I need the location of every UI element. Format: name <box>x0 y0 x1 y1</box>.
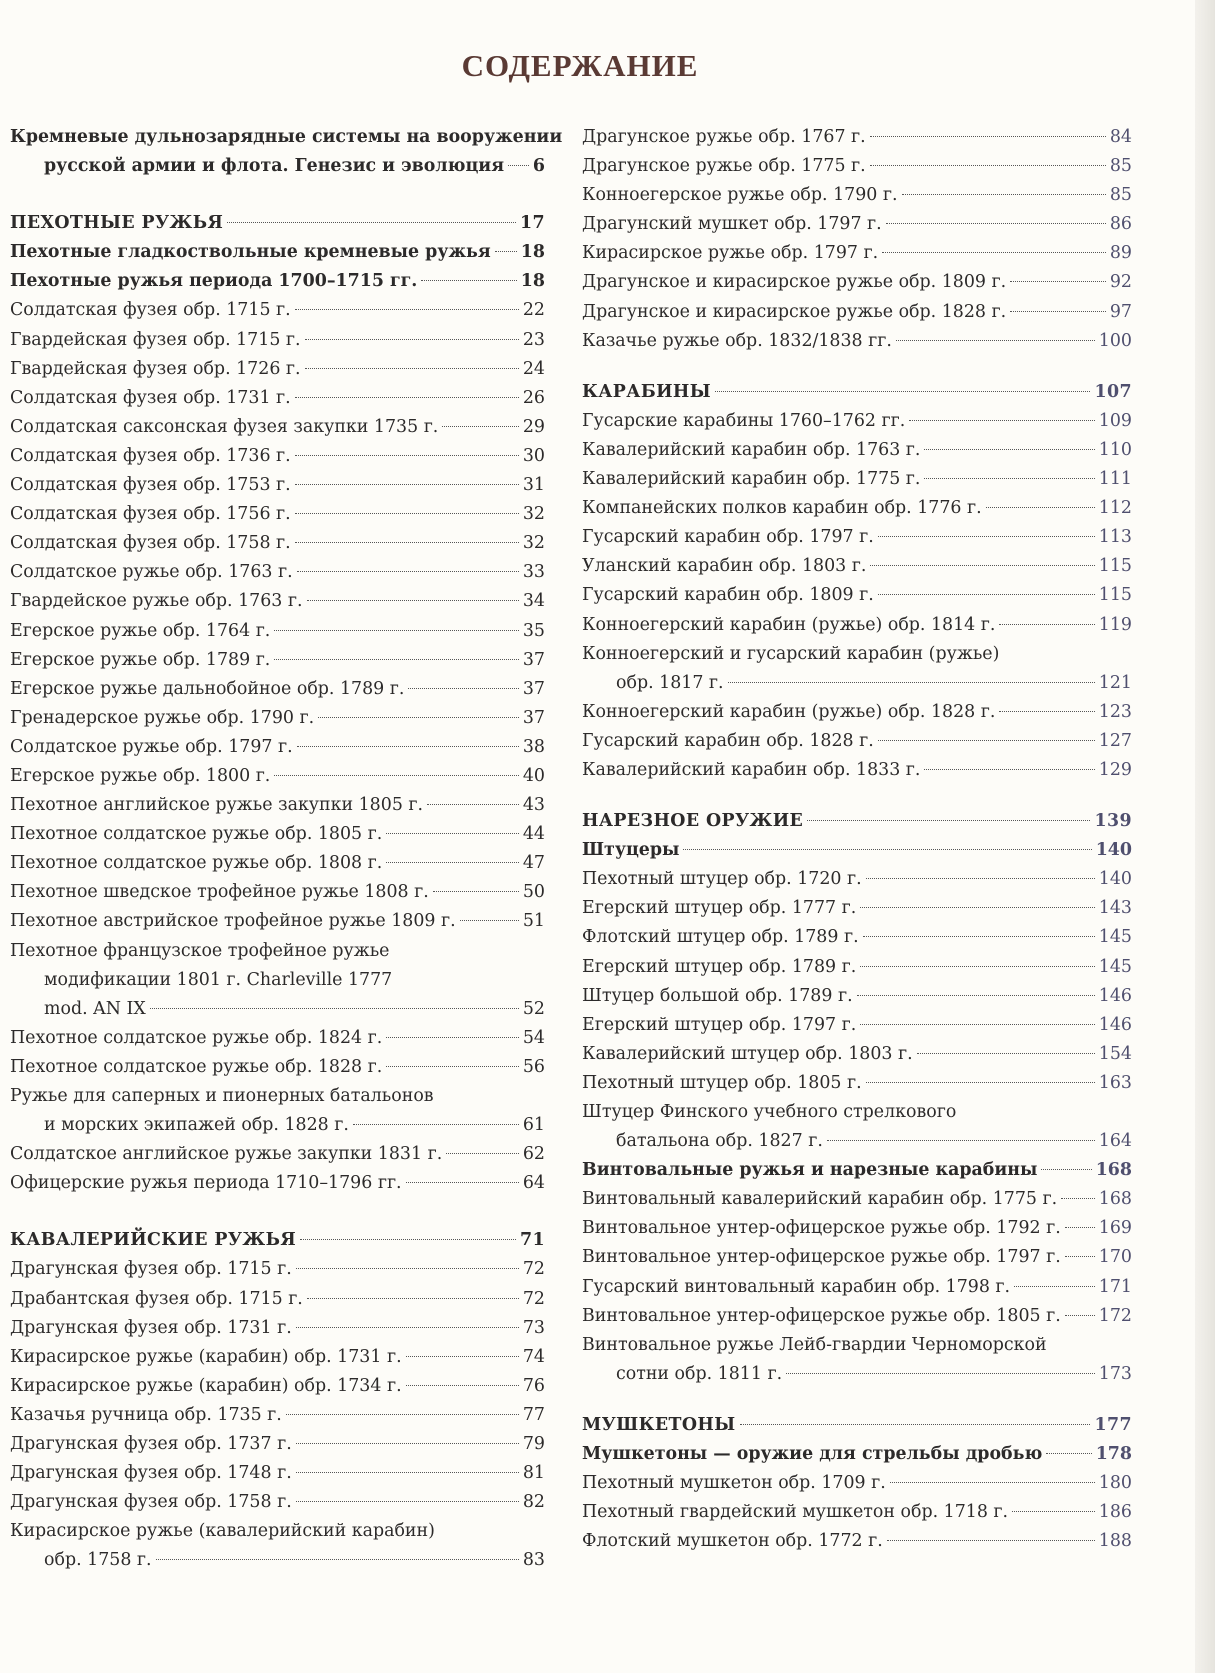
entry-title: Солдатская фузея обр. 1731 г. <box>10 387 291 408</box>
toc-entry[interactable] <box>582 894 1132 923</box>
toc-entry[interactable] <box>582 1069 1132 1098</box>
sapper-line-1: Ружье для саперных и пионерных батальонов <box>10 1086 434 1106</box>
toc-entry[interactable] <box>10 675 545 704</box>
entry-page: 115 <box>1098 585 1132 606</box>
toc-entry[interactable] <box>10 1140 545 1169</box>
subsection-shtutsery[interactable]: Штуцеры 140 <box>582 840 1132 861</box>
entry-title: Флотский штуцер обр. 1789 г. <box>582 927 859 948</box>
entry-page: 123 <box>1098 701 1132 722</box>
toc-entry[interactable] <box>10 384 545 413</box>
toc-entry[interactable] <box>582 1498 1132 1527</box>
toc-entry[interactable] <box>582 268 1132 297</box>
toc-entry[interactable] <box>582 1302 1132 1331</box>
toc-entry[interactable] <box>582 581 1132 610</box>
entry-title: Кавалерийский карабин обр. 1775 г. <box>582 469 921 490</box>
entry-page: 50 <box>522 882 545 903</box>
entry-page: 168 <box>1098 1189 1132 1210</box>
entry-page: 32 <box>522 504 545 525</box>
entry-title: Уланский карабин обр. 1803 г. <box>582 556 867 577</box>
toc-entry[interactable] <box>582 727 1132 756</box>
entry-page: 62 <box>522 1144 545 1165</box>
subsection-vintoval[interactable]: Винтовальные ружья и нарезные карабины 168 <box>582 1160 1132 1181</box>
section-carbines[interactable]: КАРАБИНЫ 107 <box>582 381 1132 402</box>
entry-title: Гвардейское ружье обр. 1763 г. <box>10 591 303 612</box>
entry-page: 85 <box>1109 156 1132 177</box>
entry-page: 119 <box>1098 614 1132 635</box>
entry-title: Драгунская фузея обр. 1737 г. <box>10 1434 292 1455</box>
toc-entry-horse-1817[interactable]: обр. 1817 г. 121 <box>616 672 1132 693</box>
entry-page: 40 <box>522 765 545 786</box>
section-infantry[interactable]: ПЕХОТНЫЕ РУЖЬЯ 17 <box>10 213 545 234</box>
toc-entry-sapper[interactable]: и морских экипажей обр. 1828 г. 61 <box>44 1115 545 1136</box>
entry-page: 30 <box>522 445 545 466</box>
toc-entry[interactable] <box>10 791 545 820</box>
subsection-smoothbore[interactable]: Пехотные гладкоствольные кремневые ружья 18 <box>10 242 545 263</box>
toc-entry[interactable] <box>10 442 545 471</box>
toc-entry[interactable] <box>10 820 545 849</box>
entry-page: 115 <box>1098 556 1132 577</box>
entry-page: 85 <box>1109 185 1132 206</box>
toc-entry[interactable] <box>582 1469 1132 1498</box>
entry-title: Кавалерийский штуцер обр. 1803 г. <box>582 1043 913 1064</box>
toc-entry[interactable] <box>10 355 545 384</box>
toc-entry[interactable] <box>582 1011 1132 1040</box>
entry-title: Пехотный мушкетон обр. 1709 г. <box>582 1473 886 1494</box>
toc-entry[interactable] <box>582 611 1132 640</box>
entry-page: 127 <box>1098 730 1132 751</box>
toc-entry-french[interactable]: mod. AN IX 52 <box>44 998 545 1019</box>
entry-page: 180 <box>1098 1473 1132 1494</box>
entry-title: Пехотное шведское трофейное ружье 1808 г. <box>10 882 429 903</box>
entry-title: Гусарский карабин обр. 1797 г. <box>582 527 874 548</box>
toc-entry[interactable] <box>582 1243 1132 1272</box>
entry-page: 146 <box>1098 985 1132 1006</box>
french-line-2: модификации 1801 г. Charleville 1777 <box>44 969 393 990</box>
toc-entry[interactable] <box>10 849 545 878</box>
entry-title: Винтовальный кавалерийский карабин обр. 1775 г. <box>582 1189 1058 1210</box>
entry-title: Драгунское и кирасирское ружье обр. 1828 г. <box>582 301 1007 322</box>
entry-page: 188 <box>1098 1531 1132 1552</box>
entry-page: 44 <box>522 824 545 845</box>
intro-line-1: Кремневые дульнозарядные системы на вооружении <box>10 127 563 147</box>
entry-title: Офицерские ружья периода 1710–1796 гг. <box>10 1173 402 1194</box>
toc-entry[interactable] <box>10 1488 545 1517</box>
entry-page: 26 <box>522 387 545 408</box>
toc-entry[interactable] <box>582 152 1132 181</box>
entry-page: 37 <box>522 707 545 728</box>
entry-page: 35 <box>522 620 545 641</box>
cuirassier-line-1: Кирасирское ружье (кавалерийский карабин) <box>10 1521 435 1542</box>
entry-title: Пехотное солдатское ружье обр. 1824 г. <box>10 1027 383 1048</box>
toc-entry[interactable] <box>10 762 545 791</box>
toc-entry[interactable] <box>10 413 545 442</box>
entry-title: Егерское ружье обр. 1800 г. <box>10 765 271 786</box>
toc-entry-guard-1811[interactable]: сотни обр. 1811 г. 173 <box>616 1363 1132 1384</box>
entry-title: Гусарский карабин обр. 1809 г. <box>582 585 874 606</box>
entry-title: Винтовальное унтер-офицерское ружье обр. 1805 г. <box>582 1305 1061 1326</box>
toc-entry[interactable] <box>10 326 545 355</box>
toc-entry[interactable] <box>582 327 1132 356</box>
entry-title: Конноегерское ружье обр. 1790 г. <box>582 185 898 206</box>
entry-title: Драбантская фузея обр. 1715 г. <box>10 1288 303 1309</box>
entry-title: Солдатское английское ружье закупки 1831 г. <box>10 1144 443 1165</box>
entry-page: 77 <box>522 1404 545 1425</box>
entry-title: Егерский штуцер обр. 1797 г. <box>582 1014 857 1035</box>
entry-page: 24 <box>522 358 545 379</box>
entry-title: Пехотный штуцер обр. 1720 г. <box>582 869 862 890</box>
entry-page: 154 <box>1098 1043 1132 1064</box>
entry-title: Солдатское ружье обр. 1797 г. <box>10 736 293 757</box>
entry-title: Кавалерийский карабин обр. 1833 г. <box>582 759 921 780</box>
toc-entry[interactable] <box>10 878 545 907</box>
entry-page: 170 <box>1098 1247 1132 1268</box>
toc-entry-cuirassier-1758[interactable]: обр. 1758 г. 83 <box>44 1550 545 1571</box>
entry-page: 47 <box>522 853 545 874</box>
entry-page: 51 <box>522 911 545 932</box>
entry-title: Кирасирское ружье (карабин) обр. 1731 г. <box>10 1346 402 1367</box>
toc-entry[interactable] <box>10 1169 545 1198</box>
entry-title: Драгунское и кирасирское ружье обр. 1809 г. <box>582 272 1007 293</box>
section-rifled[interactable]: НАРЕЗНОЕ ОРУЖИЕ 139 <box>582 811 1132 832</box>
entry-title: Винтовальное унтер-офицерское ружье обр. 1792 г. <box>582 1218 1061 1239</box>
entry-page: 110 <box>1098 439 1132 460</box>
entry-page: 54 <box>522 1027 545 1048</box>
entry-title: Гвардейская фузея обр. 1726 г. <box>10 358 301 379</box>
page-edge <box>1195 0 1215 1673</box>
entry-page: 81 <box>522 1463 545 1484</box>
toc-entry[interactable] <box>582 923 1132 952</box>
entry-page: 92 <box>1109 272 1132 293</box>
entry-title: Компанейских полков карабин обр. 1776 г. <box>582 498 982 519</box>
entry-page: 171 <box>1098 1276 1132 1297</box>
entry-page: 82 <box>522 1492 545 1513</box>
entry-page: 79 <box>522 1434 545 1455</box>
entry-title: Драгунский мушкет обр. 1797 г. <box>582 214 882 235</box>
entry-title: Винтовальное унтер-офицерское ружье обр. 1797 г. <box>582 1247 1061 1268</box>
entry-title: Гвардейская фузея обр. 1715 г. <box>10 329 301 350</box>
entry-title: Пехотное австрийское трофейное ружье 1809 г. <box>10 911 456 932</box>
entry-title: Гусарский карабин обр. 1828 г. <box>582 730 874 751</box>
entry-title: Казачье ружье обр. 1832/1838 гг. <box>582 330 892 351</box>
entry-title: Гусарские карабины 1760–1762 гг. <box>582 410 906 431</box>
toc-entry[interactable] <box>10 1255 545 1284</box>
toc-entry[interactable] <box>582 552 1132 581</box>
entry-page: 100 <box>1098 330 1132 351</box>
entry-title: Солдатская фузея обр. 1715 г. <box>10 300 291 321</box>
toc-entry[interactable] <box>582 982 1132 1011</box>
entry-page: 74 <box>522 1346 545 1367</box>
entry-page: 145 <box>1098 927 1132 948</box>
toc-entry[interactable] <box>582 123 1132 152</box>
entry-page: 129 <box>1098 759 1132 780</box>
entry-page: 37 <box>522 678 545 699</box>
toc-entry[interactable] <box>10 587 545 616</box>
entry-page: 140 <box>1098 869 1132 890</box>
entry-page: 143 <box>1098 898 1132 919</box>
entry-page: 22 <box>522 300 545 321</box>
entry-page: 186 <box>1098 1502 1132 1523</box>
toc-entry[interactable] <box>582 953 1132 982</box>
horse-line-1: Конноегерский и гусарский карабин (ружье) <box>582 643 1000 664</box>
toc-entry[interactable] <box>10 1314 545 1343</box>
entry-title: Егерский штуцер обр. 1789 г. <box>582 956 857 977</box>
entry-title: Штуцер большой обр. 1789 г. <box>582 985 853 1006</box>
toc-entry[interactable] <box>10 1285 545 1314</box>
toc-entry[interactable] <box>582 1185 1132 1214</box>
entry-title: Пехотное английское ружье закупки 1805 г. <box>10 795 424 816</box>
page-title: СОДЕРЖАНИЕ <box>461 48 699 83</box>
toc-entry[interactable] <box>582 865 1132 894</box>
entry-page: 73 <box>522 1317 545 1338</box>
entry-title: Пехотное солдатское ружье обр. 1808 г. <box>10 853 383 874</box>
entry-title: Конноегерский карабин (ружье) обр. 1814 г. <box>582 614 996 635</box>
entry-page: 34 <box>522 591 545 612</box>
entry-title: Драгунская фузея обр. 1758 г. <box>10 1492 292 1513</box>
entry-title: Драгунская фузея обр. 1748 г. <box>10 1463 292 1484</box>
toc-entry[interactable] <box>10 617 545 646</box>
section-musketoons[interactable]: МУШКЕТОНЫ 177 <box>582 1414 1132 1435</box>
toc-entry[interactable] <box>582 298 1132 327</box>
entry-page: 56 <box>522 1056 545 1077</box>
subsection-musketoons-shot[interactable]: Мушкетоны — оружие для стрельбы дробью 178 <box>582 1444 1132 1465</box>
toc-entry[interactable] <box>582 756 1132 785</box>
entry-title: Кирасирское ружье обр. 1797 г. <box>582 243 879 264</box>
entry-title: Гусарский винтовальный карабин обр. 1798 г. <box>582 1276 1011 1297</box>
toc-entry-intro[interactable]: русской армии и флота. Генезис и эволюция 6 <box>44 156 545 177</box>
entry-title: Драгунское ружье обр. 1775 г. <box>582 156 866 177</box>
entry-title: Пехотное солдатское ружье обр. 1828 г. <box>10 1056 383 1077</box>
entry-page: 169 <box>1098 1218 1132 1239</box>
french-line-1: Пехотное французское трофейное ружье <box>10 940 390 961</box>
entry-page: 84 <box>1109 127 1132 147</box>
entry-title: Солдатская фузея обр. 1736 г. <box>10 445 291 466</box>
entry-title: Солдатская фузея обр. 1756 г. <box>10 504 291 525</box>
toc-entry[interactable] <box>582 210 1132 239</box>
toc-entry[interactable] <box>582 494 1132 523</box>
entry-page: 72 <box>522 1288 545 1309</box>
entry-title: Кавалерийский карабин обр. 1763 г. <box>582 439 921 460</box>
toc-entry[interactable] <box>10 296 545 325</box>
toc-entry[interactable] <box>582 1214 1132 1243</box>
entry-page: 89 <box>1109 243 1132 264</box>
entry-title: Драгунское ружье обр. 1767 г. <box>582 127 866 147</box>
entry-title: Пехотный штуцер обр. 1805 г. <box>582 1072 862 1093</box>
entry-page: 86 <box>1109 214 1132 235</box>
entry-page: 112 <box>1098 498 1132 519</box>
entry-title: Кирасирское ружье (карабин) обр. 1734 г. <box>10 1375 402 1396</box>
toc-entry[interactable] <box>10 1024 545 1053</box>
toc-entry[interactable] <box>10 1401 545 1430</box>
entry-title: Солдатская саксонская фузея закупки 1735 г. <box>10 416 439 437</box>
toc-entry[interactable] <box>10 529 545 558</box>
entry-page: 29 <box>522 416 545 437</box>
entry-page: 113 <box>1098 527 1132 548</box>
entry-title: Егерское ружье обр. 1764 г. <box>10 620 271 641</box>
toc-entry[interactable] <box>582 181 1132 210</box>
toc-entry[interactable] <box>582 239 1132 268</box>
toc-entry[interactable] <box>10 1053 545 1082</box>
toc-entry[interactable] <box>10 1343 545 1372</box>
toc-entry[interactable] <box>582 523 1132 552</box>
entry-page: 146 <box>1098 1014 1132 1035</box>
entry-title: Драгунская фузея обр. 1731 г. <box>10 1317 292 1338</box>
toc-entry[interactable] <box>582 465 1132 494</box>
subsection-1700-1715[interactable]: Пехотные ружья периода 1700–1715 гг. 18 <box>10 271 545 292</box>
entry-title: Гренадерское ружье обр. 1790 г. <box>10 707 315 728</box>
section-cavalry[interactable]: КАВАЛЕРИЙСКИЕ РУЖЬЯ 71 <box>10 1230 545 1251</box>
toc-entry[interactable] <box>582 1527 1132 1556</box>
entry-page: 109 <box>1098 410 1132 431</box>
toc-entry[interactable] <box>10 733 545 762</box>
entry-page: 76 <box>522 1375 545 1396</box>
entry-page: 97 <box>1109 301 1132 322</box>
entry-page: 163 <box>1098 1072 1132 1093</box>
entry-title: Казачья ручница обр. 1735 г. <box>10 1404 282 1425</box>
entry-title: Конноегерский карабин (ружье) обр. 1828 г. <box>582 701 996 722</box>
toc-entry[interactable] <box>582 1273 1132 1302</box>
toc-right-column <box>582 123 1132 1556</box>
toc-entry[interactable] <box>10 704 545 733</box>
entry-title: Драгунская фузея обр. 1715 г. <box>10 1259 292 1280</box>
toc-entry[interactable] <box>10 1459 545 1488</box>
entry-title: Пехотное солдатское ружье обр. 1805 г. <box>10 824 383 845</box>
entry-page: 111 <box>1098 469 1132 490</box>
toc-entry[interactable] <box>10 500 545 529</box>
toc-entry[interactable] <box>10 558 545 587</box>
toc-entry[interactable] <box>10 471 545 500</box>
entry-page: 172 <box>1098 1305 1132 1326</box>
entry-title: Егерский штуцер обр. 1777 г. <box>582 898 857 919</box>
entry-page: 43 <box>522 795 545 816</box>
toc-entry[interactable] <box>10 1372 545 1401</box>
entry-title: Солдатская фузея обр. 1758 г. <box>10 533 291 554</box>
entry-page: 37 <box>522 649 545 670</box>
toc-left-column <box>10 123 563 1576</box>
entry-page: 64 <box>522 1173 545 1194</box>
toc-entry-finnish[interactable]: батальона обр. 1827 г. 164 <box>616 1131 1132 1152</box>
toc-entry[interactable] <box>10 907 545 936</box>
entry-title: Солдатское ружье обр. 1763 г. <box>10 562 293 583</box>
entry-title: Флотский мушкетон обр. 1772 г. <box>582 1531 883 1552</box>
entry-page: 31 <box>522 475 545 496</box>
toc-entry[interactable] <box>582 407 1132 436</box>
entry-page: 33 <box>522 562 545 583</box>
entry-page: 72 <box>522 1259 545 1280</box>
entry-page: 32 <box>522 533 545 554</box>
entry-title: Егерское ружье дальнобойное обр. 1789 г. <box>10 678 405 699</box>
entry-page: 23 <box>522 329 545 350</box>
toc-entry[interactable] <box>582 436 1132 465</box>
finnish-line-1: Штуцер Финского учебного стрелкового <box>582 1102 957 1122</box>
toc-entry[interactable] <box>10 646 545 675</box>
entry-title: Пехотный гвардейский мушкетон обр. 1718 г. <box>582 1502 1009 1523</box>
toc-entry[interactable] <box>582 1040 1132 1069</box>
toc-entry[interactable] <box>582 698 1132 727</box>
entry-title: Солдатская фузея обр. 1753 г. <box>10 475 291 496</box>
entry-title: Егерское ружье обр. 1789 г. <box>10 649 271 670</box>
toc-entry[interactable] <box>10 1430 545 1459</box>
guard-line-1: Винтовальное ружье Лейб-гвардии Черноморской <box>582 1334 1047 1355</box>
entry-page: 145 <box>1098 956 1132 977</box>
entry-page: 38 <box>522 736 545 757</box>
